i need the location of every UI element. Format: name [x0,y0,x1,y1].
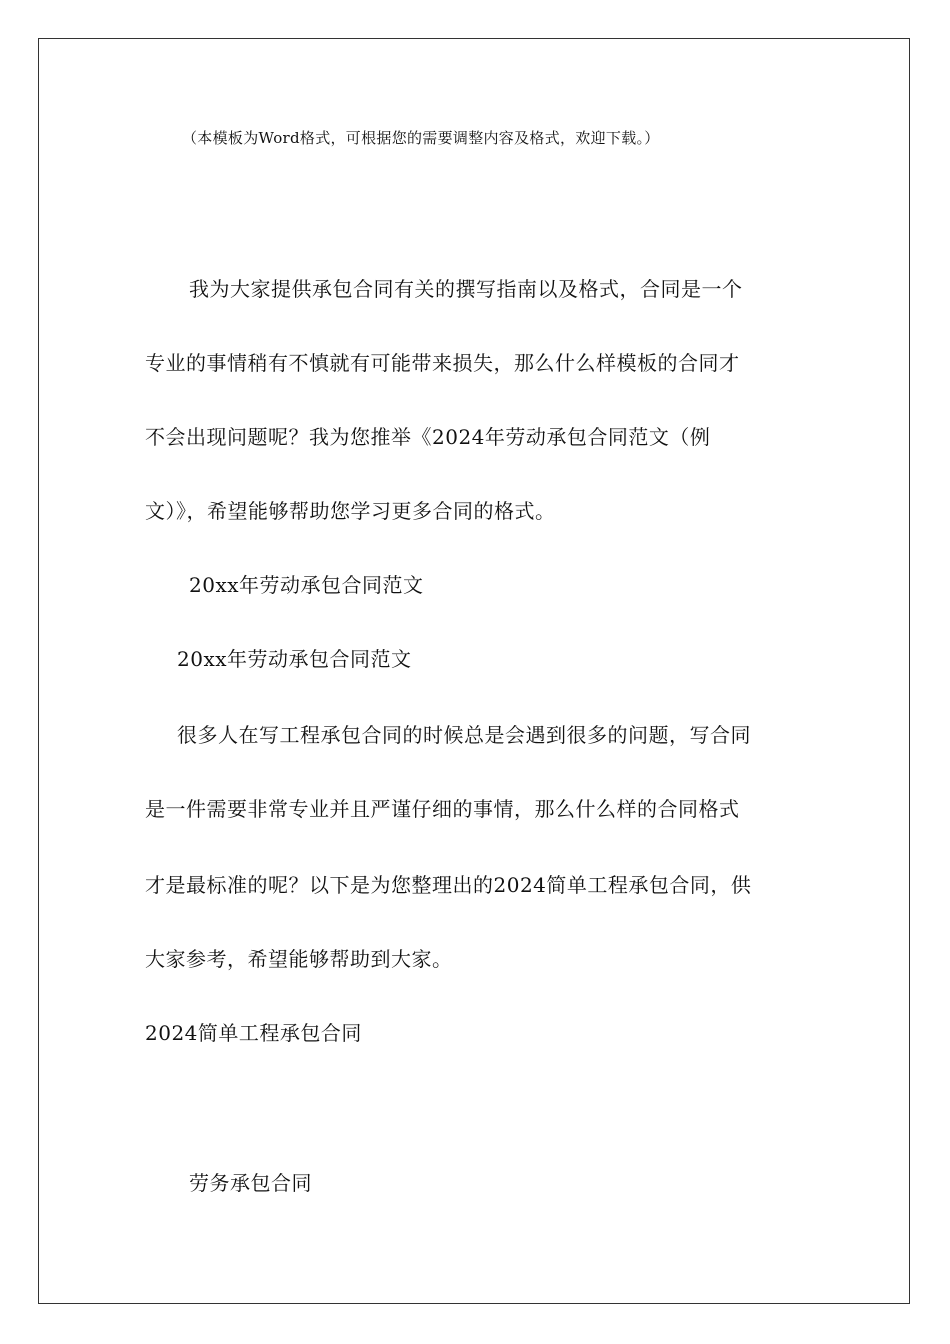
body-line-4: 大家参考，希望能够帮助到大家。 [145,947,453,971]
page-frame [38,38,910,1304]
intro-line-1: 我为大家提供承包合同有关的撰写指南以及格式，合同是一个 [189,277,743,301]
heading-simple-engineering-contract: 2024简单工程承包合同 [145,1021,362,1045]
heading-labor-contract: 20xx年劳动承包合同范文 [177,647,412,671]
body-line-1: 很多人在写工程承包合同的时候总是会遇到很多的问题，写合同 [177,723,751,747]
heading-labor-service-contract: 劳务承包合同 [189,1171,312,1195]
body-line-3: 才是最标准的呢？以下是为您整理出的2024简单工程承包合同，供 [145,873,752,897]
intro-line-3: 不会出现问题呢？我为您推举《2024年劳动承包合同范文（例 [145,425,711,449]
intro-line-4: 文）》，希望能够帮助您学习更多合同的格式。 [145,499,556,523]
intro-line-2: 专业的事情稍有不慎就有可能带来损失，那么什么样模板的合同才 [145,351,740,375]
heading-labor-contract-indented: 20xx年劳动承包合同范文 [189,573,424,597]
template-note: （本模板为Word格式，可根据您的需要调整内容及格式，欢迎下载。） [182,129,660,147]
body-line-2: 是一件需要非常专业并且严谨仔细的事情，那么什么样的合同格式 [145,797,740,821]
